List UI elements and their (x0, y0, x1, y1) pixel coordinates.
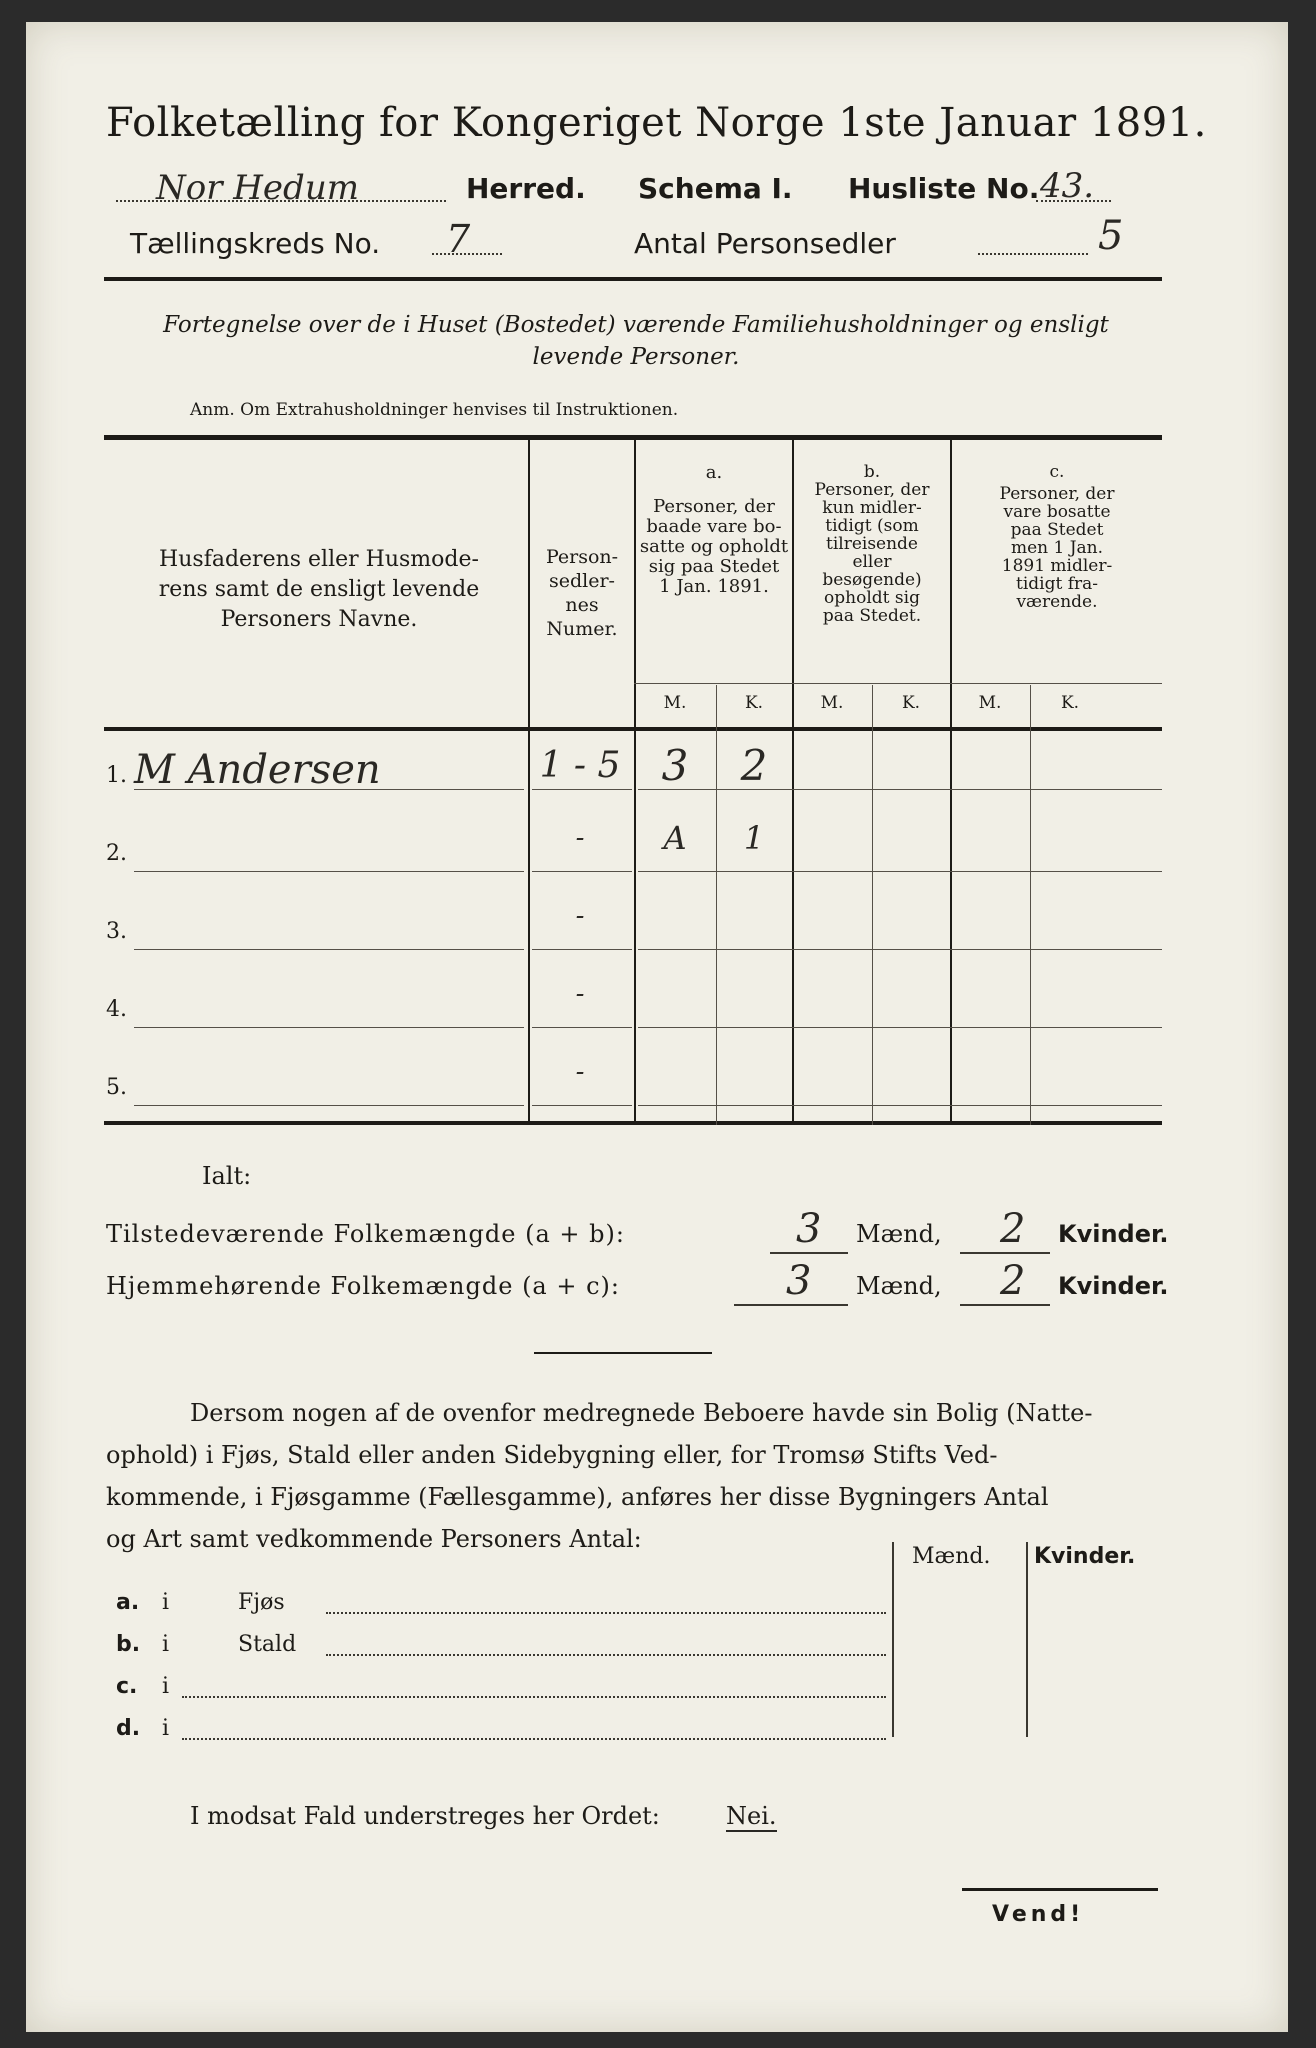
row-name: M Andersen (134, 747, 381, 793)
col-b-k: K. (901, 693, 921, 713)
nei-word: Nei. (726, 1802, 777, 1830)
col-b-line: tilreisende (825, 534, 918, 554)
building-dots (326, 1612, 886, 1614)
hjemme-m-field (734, 1258, 848, 1306)
vend-rule (962, 1888, 1158, 1891)
table-bottom-rule (104, 1121, 1162, 1125)
col-c-m: M. (978, 693, 1002, 713)
header-divider (104, 277, 1162, 281)
row-numer-line (532, 789, 632, 790)
col-b-line: besøgende) (822, 570, 922, 590)
buildings-maend-header: Mænd. (912, 1544, 991, 1569)
col-c-line: paa Stedet (1010, 520, 1104, 540)
buildings-col-divider (1026, 1542, 1028, 1737)
hjemme-k-field (960, 1258, 1050, 1306)
col-b-line: kun midler- (822, 498, 922, 518)
tilstede-label: Tilstedeværende Folkemængde (a + b): (106, 1220, 625, 1248)
col-name-line: Husfaderens eller Husmode- (159, 547, 479, 572)
row-a-m: A (663, 819, 687, 857)
col-c-line: tidigt fra- (1015, 574, 1098, 594)
modsat-text: I modsat Fald understreges her Ordet: (190, 1802, 660, 1830)
hjemme-k-value: 2 (1000, 1258, 1026, 1304)
household-table (104, 435, 1162, 1125)
col-a-letter: a. (705, 462, 723, 483)
col-divider-thin (872, 685, 873, 1125)
paragraph-line: og Art samt vedkommende Personers Antal: (106, 1525, 642, 1553)
col-c-line: værende. (1016, 592, 1098, 612)
tilstede-kvinder: Kvinder. (1058, 1220, 1169, 1248)
col-numer-line: sedler- (549, 570, 615, 592)
col-b-line: eller (852, 552, 892, 572)
antal-label: Antal Personsedler (634, 227, 896, 260)
row-name-line (134, 949, 524, 950)
buildings-kvinder-header: Kvinder. (1034, 1544, 1136, 1569)
building-i: i (162, 1590, 170, 1615)
schema-label: Schema I. (638, 172, 793, 205)
col-c-line: men 1 Jan. (1010, 538, 1104, 558)
col-c-letter: c. (1049, 462, 1065, 482)
vend-label: Vend! (992, 1902, 1085, 1927)
col-c-line: 1891 midler- (1001, 556, 1113, 576)
paragraph-line: Dersom nogen af de ovenfor medregnede Beboere havde sin Bolig (Natte- (190, 1399, 1093, 1427)
col-b-line: tidigt (som (825, 516, 919, 536)
anm-note: Anm. Om Extrahusholdninger henvises til Instruktionen. (190, 400, 679, 420)
row-number: 5. (106, 1075, 127, 1100)
row-numer-line (532, 949, 632, 950)
kreds-label: Tællingskreds No. (130, 227, 381, 260)
row-name-line (134, 1027, 524, 1028)
building-letter: d. (116, 1716, 141, 1741)
col-name-header (114, 545, 524, 635)
antal-field (978, 213, 1158, 267)
col-numer-header (532, 545, 632, 641)
row-count-line (638, 1027, 1162, 1028)
herred-value: Nor Hedum (156, 168, 359, 208)
husliste-value: 43. (1040, 166, 1095, 206)
building-letter: c. (116, 1674, 138, 1699)
col-a-line: satte og opholdt (639, 536, 789, 557)
buildings-col-divider (892, 1542, 894, 1737)
col-a-line: sig paa Stedet (648, 556, 780, 577)
row-a-k: 2 (740, 741, 768, 790)
row-numer-line (532, 1027, 632, 1028)
husliste-field (1036, 166, 1146, 212)
building-dots (182, 1738, 886, 1740)
row-number: 4. (106, 997, 127, 1022)
row-numer: - (575, 979, 585, 1009)
row-numer: - (575, 1057, 585, 1087)
tilstede-k-field (960, 1206, 1050, 1254)
herred-label: Herred. (466, 172, 586, 205)
col-a-line: 1 Jan. 1891. (659, 576, 769, 597)
building-name: Fjøs (238, 1590, 285, 1615)
col-c-header (952, 463, 1162, 611)
sidebygning-paragraph (106, 1392, 1166, 1560)
row-number: 3. (106, 919, 127, 944)
intro-line-1: Fortegnelse over de i Huset (Bostedet) værende Familiehusholdninger og ensligt (163, 312, 1109, 338)
paragraph-line: kommende, i Fjøsgamme (Fællesgamme), anføres her disse Bygningers Antal (106, 1483, 1049, 1511)
col-numer-line: Person- (545, 546, 619, 568)
tilstede-k-value: 2 (1000, 1206, 1026, 1252)
building-letter: a. (116, 1590, 140, 1615)
intro-line-2: levende Personer. (532, 344, 740, 370)
building-i: i (162, 1632, 170, 1657)
paragraph-line: ophold) i Fjøs, Stald eller anden Sidebygning eller, for Tromsø Stifts Ved- (106, 1441, 998, 1469)
row-numer-line (532, 871, 632, 872)
antal-value: 5 (1098, 213, 1124, 259)
row-a-k: 1 (743, 819, 765, 857)
kreds-field (432, 217, 502, 267)
row-count-line (638, 871, 1162, 872)
col-a-line: Personer, der (653, 496, 775, 517)
herred-field (116, 168, 446, 212)
section-divider (534, 1352, 712, 1354)
hjemme-label: Hjemmehørende Folkemængde (a + c): (106, 1272, 620, 1300)
row-count-line (638, 1105, 1162, 1106)
building-name: Stald (238, 1632, 297, 1657)
col-b-header (794, 463, 950, 625)
row-number: 2. (106, 841, 127, 866)
col-name-line: rens samt de ensligt levende (158, 577, 480, 602)
col-b-letter: b. (863, 462, 881, 482)
form-title: Folketælling for Kongeriget Norge 1ste Januar 1891. (106, 100, 1207, 146)
col-divider-thin (1030, 685, 1031, 1125)
row-numer-line (532, 1105, 632, 1106)
row-name-line (134, 871, 524, 872)
col-numer-line: nes (565, 594, 599, 616)
building-letter: b. (116, 1632, 141, 1657)
col-c-line: vare bosatte (1003, 502, 1111, 522)
kreds-value: 7 (446, 217, 471, 261)
ialt-label: Ialt: (202, 1162, 252, 1190)
building-i: i (162, 1716, 170, 1741)
tilstede-maend: Mænd, (856, 1220, 942, 1248)
col-a-header (636, 463, 792, 597)
building-dots (326, 1654, 886, 1656)
tilstede-m-value: 3 (796, 1206, 822, 1252)
col-b-m: M. (820, 693, 844, 713)
hjemme-maend: Mænd, (856, 1272, 942, 1300)
col-b-line: Personer, der (814, 480, 930, 500)
row-numer: - (575, 823, 585, 853)
row-count-line (638, 949, 1162, 950)
col-c-k: K. (1060, 693, 1080, 713)
row-a-m: 3 (661, 741, 689, 790)
hjemme-kvinder: Kvinder. (1058, 1272, 1169, 1300)
building-dots (182, 1696, 886, 1698)
table-header-rule (104, 727, 1162, 731)
tilstede-m-field (770, 1206, 848, 1254)
col-a-k: K. (744, 693, 764, 713)
building-i: i (162, 1674, 170, 1699)
mk-subrule (634, 683, 1162, 684)
col-a-m: M. (663, 693, 687, 713)
table-top-rule (104, 435, 1162, 440)
row-number: 1. (106, 763, 127, 788)
col-numer-line: Numer. (546, 618, 618, 640)
hjemme-m-value: 3 (786, 1258, 812, 1304)
col-a-line: baade vare bo- (646, 516, 782, 537)
row-numer: - (575, 901, 585, 931)
col-b-line: paa Stedet. (822, 606, 922, 626)
col-b-line: opholdt sig (824, 588, 920, 608)
census-form-sheet (26, 22, 1288, 2032)
row-name-line (134, 1105, 524, 1106)
col-c-line: Personer, der (999, 484, 1115, 504)
col-name-line: Personers Navne. (220, 607, 418, 632)
husliste-label: Husliste No. (848, 172, 1040, 205)
row-numer: 1 - 5 (539, 745, 621, 786)
